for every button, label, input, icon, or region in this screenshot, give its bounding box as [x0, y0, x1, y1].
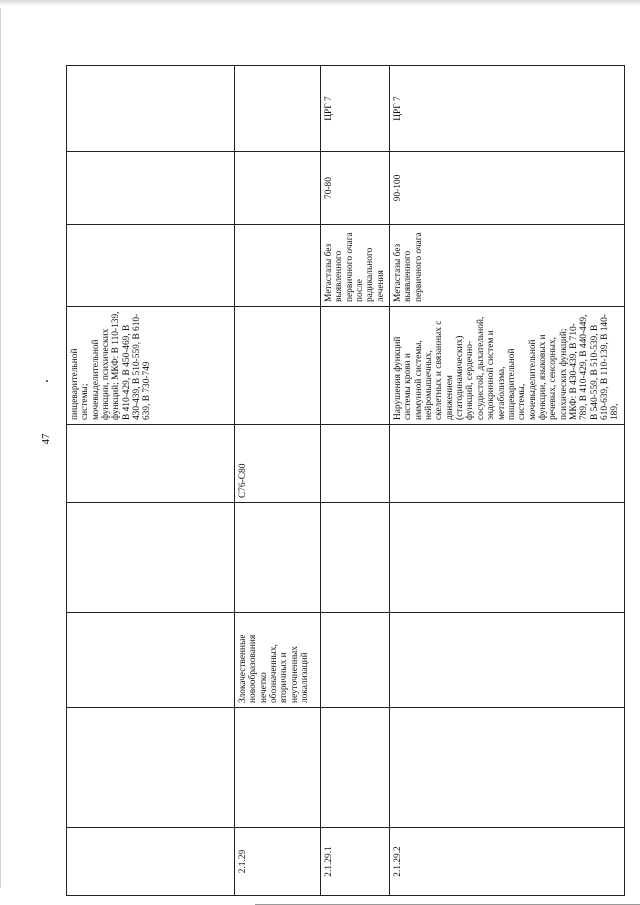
cell-col4: [235, 503, 321, 613]
cell-ref: ЦРГ 7: [390, 66, 625, 152]
cell-percent: 90-100: [390, 152, 625, 225]
table-row-continuation: [67, 66, 235, 896]
page-number: 47: [40, 433, 52, 445]
cell-col2: [390, 708, 625, 828]
cell-code: [321, 425, 390, 503]
cell-condition: [235, 225, 321, 307]
scan-left-edge: [0, 8, 1, 888]
cell-name: [321, 613, 390, 708]
cell-col2: [67, 708, 235, 828]
cell-ref: [235, 66, 321, 152]
table-row-2-1-29-2: [390, 66, 625, 896]
cell-code: [390, 425, 625, 503]
cell-number: 2.1.29: [235, 828, 321, 896]
cell-col2: [321, 708, 390, 828]
cell-name: Злокачественные новообразования нечетко обозначенных, вторичных и неуточненных локализаций: [235, 613, 321, 708]
cell-col2: [235, 708, 321, 828]
cell-col4: [390, 503, 625, 613]
scan-speck: [46, 380, 48, 382]
cell-code: [67, 425, 235, 503]
cell-condition: Метастазы без выявленного первичного очага: [390, 225, 625, 307]
table-row-2-1-29: [235, 66, 321, 896]
table-row-2-1-29-1: [321, 66, 390, 896]
scan-top-shadow: [0, 0, 640, 6]
cell-percent: 70-80: [321, 152, 390, 225]
cell-ref: [67, 66, 235, 152]
cell-name: [390, 613, 625, 708]
cell-number: 2.1.29.2: [390, 828, 625, 896]
cell-percent: [67, 152, 235, 225]
cell-col4: [67, 503, 235, 613]
cell-col4: [321, 503, 390, 613]
cell-functions: [321, 307, 390, 425]
cell-percent: [235, 152, 321, 225]
cell-condition: Метастазы без выявленного первичного очага после радикального лечения: [321, 225, 390, 307]
cell-number: 2.1.29.1: [321, 828, 390, 896]
rotated-table-container: [66, 66, 621, 896]
cell-name: [67, 613, 235, 708]
cell-functions: пищеварительной системы; мочевыделительной функции, психических функций; МКФ: В 110-139, В 410-429, В 450-469, В 430-439, В 510-559, В 610-639, В 730-749: [67, 307, 235, 425]
cell-code: C76-C80: [235, 425, 321, 503]
cell-number: [67, 828, 235, 896]
cell-functions: Нарушения функций системы крови и иммунной системы, нейромышечных, скелетных и связанных с движением (статодинамических) функций, сердечно-сосудистой, дыхательной, эндокринной систем и метаболизма, пищеварительной системы, мочевыделительной функции, языковых и речевых, сенсорных, психических функций; МКФ: В 430-439, В 710-789, В 410-429, В 440-449, В 540-559, В 510-539, В 610-639, В 110-139, В 140-189,: [390, 307, 625, 425]
cell-functions: [235, 307, 321, 425]
cell-ref: ЦРГ 7: [321, 66, 390, 152]
classification-table: [66, 65, 625, 896]
cell-condition: [67, 225, 235, 307]
